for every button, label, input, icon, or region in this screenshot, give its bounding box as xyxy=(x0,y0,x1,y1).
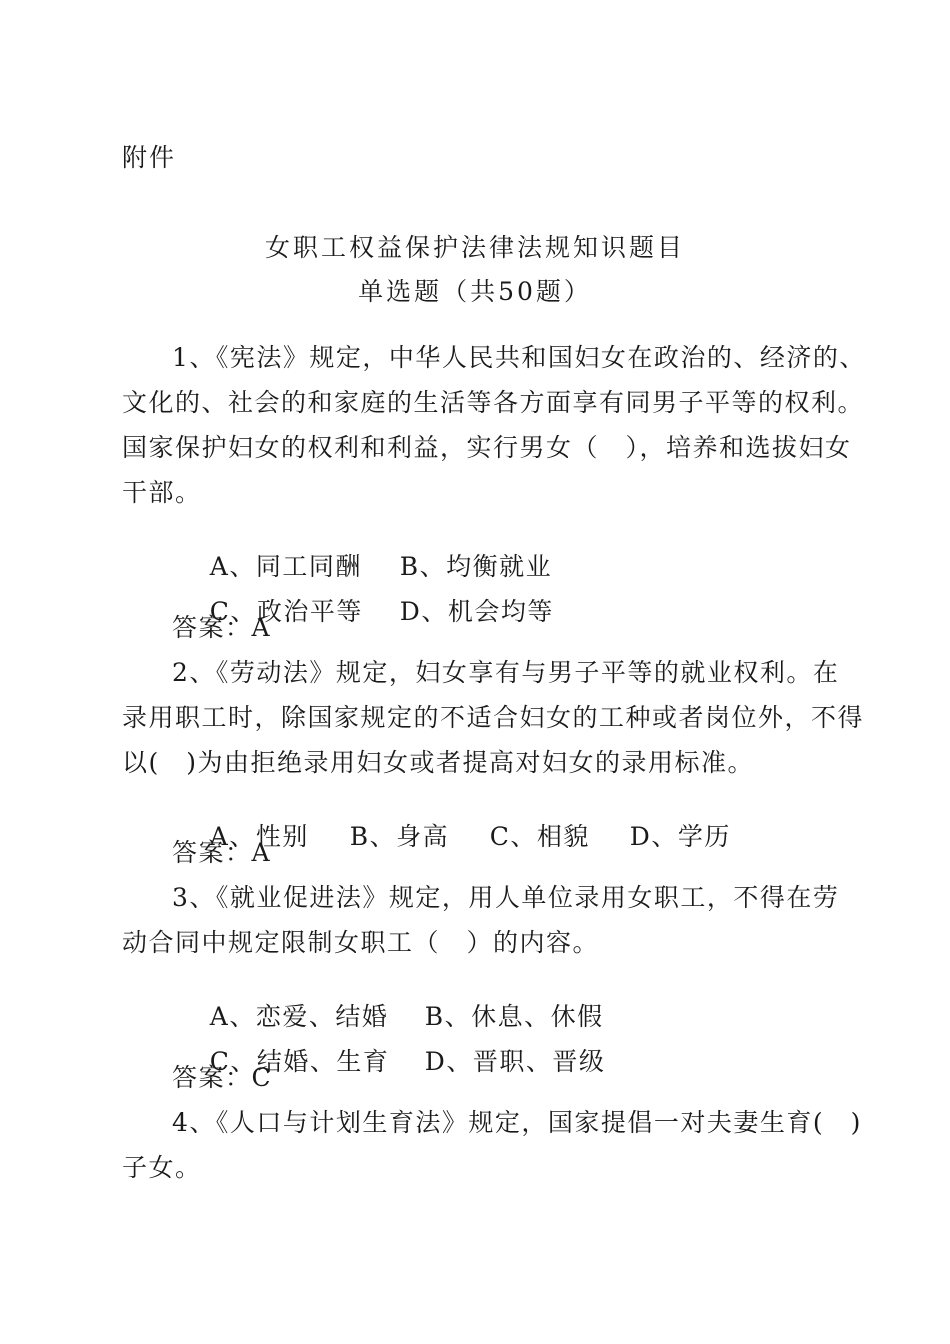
q1-answer: 答案：A xyxy=(172,613,272,642)
document-title: 女职工权益保护法律法规知识题目 xyxy=(264,233,685,262)
q3-line-1: 3、《就业促进法》规定，用人单位录用女职工，不得在劳 xyxy=(172,883,840,912)
q2-line-1: 2、《劳动法》规定，妇女享有与男子平等的就业权利。在 xyxy=(172,658,840,687)
q4-line-1: 4、《人口与计划生育法》规定，国家提倡一对夫妻生育( ) xyxy=(172,1108,862,1137)
q3-answer: 答案：C xyxy=(172,1063,273,1092)
q1-line-1: 1、《宪法》规定，中华人民共和国妇女在政治的、经济的、 xyxy=(172,343,866,372)
q3-option-c: C、结婚、生育 xyxy=(209,1047,390,1076)
q2-option-c: C、相貌 xyxy=(489,822,590,851)
q1-line-4: 干部。 xyxy=(122,478,202,507)
q2-line-2: 录用职工时，除国家规定的不适合妇女的工种或者岗位外，不得 xyxy=(122,703,865,732)
q1-option-d: D、机会均等 xyxy=(399,597,554,626)
q1-line-3: 国家保护妇女的权利和利益，实行男女（ ），培养和选拔妇女 xyxy=(122,433,852,462)
q3-option-a: A、恋爱、结婚 xyxy=(209,1002,389,1031)
q2-option-b: B、身高 xyxy=(349,822,450,851)
q2-line-3: 以( )为由拒绝录用妇女或者提高对妇女的录用标准。 xyxy=(122,748,755,777)
q3-option-b: B、休息、休假 xyxy=(424,1002,604,1031)
q2-option-a: A、性别 xyxy=(209,822,309,851)
document-subtitle: 单选题（共50题） xyxy=(358,277,592,306)
q1-line-2: 文化的、社会的和家庭的生活等各方面享有同男子平等的权利。 xyxy=(122,388,865,417)
q1-option-b: B、均衡就业 xyxy=(399,552,553,581)
q3-line-2: 动合同中规定限制女职工（ ）的内容。 xyxy=(122,928,600,957)
attachment-label: 附件 xyxy=(122,143,177,172)
q2-option-d: D、学历 xyxy=(629,822,731,851)
q2-answer: 答案：A xyxy=(172,838,272,867)
q4-line-2: 子女。 xyxy=(122,1153,202,1182)
q3-option-d: D、晋职、晋级 xyxy=(424,1047,606,1076)
q1-option-c: C、政治平等 xyxy=(209,597,363,626)
q1-option-a: A、同工同酬 xyxy=(209,552,362,581)
